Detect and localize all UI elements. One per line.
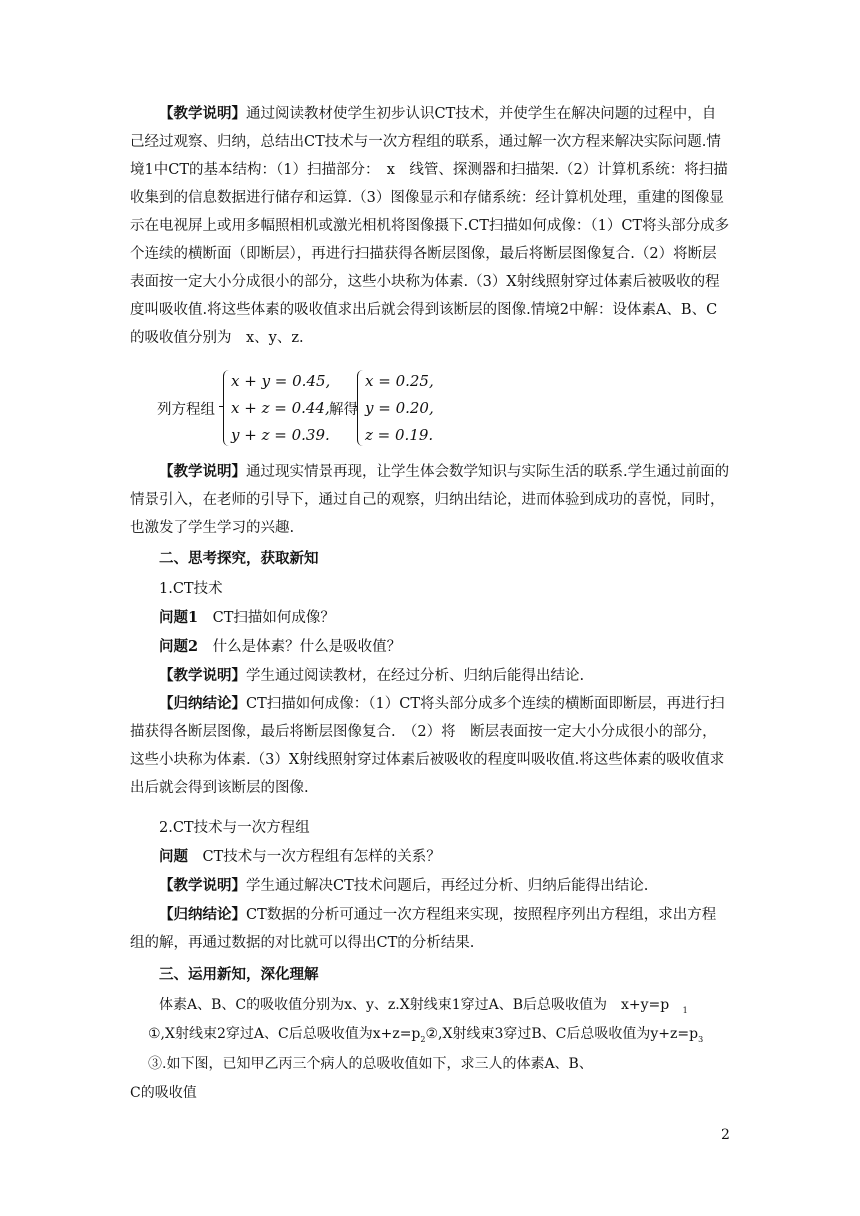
- teaching-note-4: [159, 872, 769, 900]
- left-brace: [223, 370, 230, 446]
- teaching-note-tag: 【教学说明】: [159, 877, 246, 894]
- conclusion-tag: 【归纳结论】: [159, 695, 246, 712]
- exercise-line-3: ③.如下图，已知甲乙丙三个病人的总吸收值如下，求三人的体素A、B、: [148, 1056, 593, 1072]
- teaching-note-text: 通过阅读教材使学生初步认识CT技术，并使学生在解决问题的过程中，自己经过观察、归纳，总结出CT技术与一次方程组的联系，通过解一次方程来解决实际问题.情境1中CT的基本结构：（1）扫描部分： x 线管、探测器和扫描架.（2）计算机系统：将扫描收集到的信息数据进行储存和运算.（3）图像显示和存储系统：经计算机处理，重建的图像显示在电视屏上或用多幅照相机或激光相机将图像摄下.CT扫描如何成像：（1）CT将头部分成多个连续的横断面（即断层），再进行扫描获得各断层图像，最后将断层图像复合.（2）将断层表面按一定大小分成很小的部分，这些小块称为体素.（3）X射线照射穿过体素后被吸收的程度叫吸收值.将这些体素的吸收值求出后就会得到该断层的图像.情境2中解：设体素A、B、C的吸收值分别为 x、y、z.: [130, 106, 730, 346]
- teaching-note-tag: 【教学说明】: [159, 463, 246, 480]
- teaching-note-text: 学生通过解决CT技术问题后，再经过分析、归纳后能得出结论.: [246, 878, 649, 894]
- equation-system: [157, 368, 477, 450]
- question-2: [159, 633, 769, 661]
- conclusion-2: [130, 901, 730, 957]
- question-text: 什么是体素？什么是吸收值？: [198, 639, 402, 655]
- conclusion-tag: 【归纳结论】: [159, 906, 246, 923]
- teaching-note-tag: 【教学说明】: [159, 105, 246, 122]
- right-brace: [357, 370, 364, 446]
- teaching-note-text: 学生通过阅读教材，在经过分析、归纳后能得出结论.: [246, 668, 585, 684]
- page-number: 2: [721, 1127, 730, 1143]
- equation-label: 列方程组: [157, 402, 215, 418]
- equation-1: x + y = 0.45,: [231, 372, 331, 390]
- solution-3: z = 0.19.: [365, 426, 434, 444]
- solution-2: y = 0.20,: [365, 399, 434, 417]
- teaching-note-1: [130, 100, 730, 352]
- teaching-note-3: [159, 662, 769, 690]
- conclusion-text: CT扫描如何成像：（1）CT将头部分成多个连续的横断面即断层，再进行扫描获得各断层图像，最后将断层图像复合. （2）将 断层表面按一定大小分成很小的部分，这些小块称为体素.（3）X射线照射穿过体素后被吸收的程度叫吸收值.将这些体素的吸收值求出后就会得到该断层的图像.: [130, 696, 725, 796]
- conclusion-text: CT数据的分析可通过一次方程组来实现，按照程序列出方程组，求出方程组的解，再通过数据的对比就可以得出CT的分析结果.: [130, 907, 717, 951]
- section-heading-2: 二、思考探究，获取新知: [159, 550, 319, 567]
- solution-list: [365, 368, 434, 449]
- question-tag: 问题: [159, 848, 188, 865]
- section-heading-3: 三、运用新知，深化理解: [159, 966, 319, 983]
- exercise-line-4: C的吸收值: [130, 1085, 197, 1101]
- teaching-note-2: [130, 458, 730, 542]
- conclusion-1: [130, 690, 730, 802]
- solve-label: 解得: [329, 402, 358, 418]
- exercise-line-1: 体素A、B、C的吸收值分别为x、y、z.X射线束1穿过A、B后总吸收值为 x+y=p $_1$: [159, 997, 688, 1015]
- equation-3: y + z = 0.39.: [231, 426, 330, 444]
- question-text: CT技术与一次方程组有怎样的关系？: [188, 849, 441, 865]
- subsection-ct: 1.CT技术: [159, 581, 223, 597]
- teaching-note-tag: 【教学说明】: [159, 667, 246, 684]
- solution-1: x = 0.25,: [365, 372, 434, 390]
- equation-list: [231, 368, 330, 449]
- question-3: [159, 843, 769, 871]
- question-text: CT扫描如何成像？: [198, 610, 335, 626]
- subsection-ct-equations: 2.CT技术与一次方程组: [159, 820, 310, 836]
- question-tag: 问题1: [159, 609, 199, 626]
- exercise-line-2: ①,X射线束2穿过A、C后总吸收值为$x+z=p_2②,X$射线束3穿过B、C后总吸收值为$y+z=p_3$: [148, 1026, 704, 1044]
- question-1: [159, 604, 769, 632]
- equation-2: x + z = 0.44,: [231, 399, 330, 417]
- teaching-note-text: 通过现实情景再现，让学生体会数学知识与实际生活的联系.学生通过前面的情景引入，在老师的引导下，通过自己的观察，归纳出结论，进而体验到成功的喜悦，同时，也激发了学生学习的兴趣.: [130, 464, 730, 536]
- question-tag: 问题2: [159, 638, 199, 655]
